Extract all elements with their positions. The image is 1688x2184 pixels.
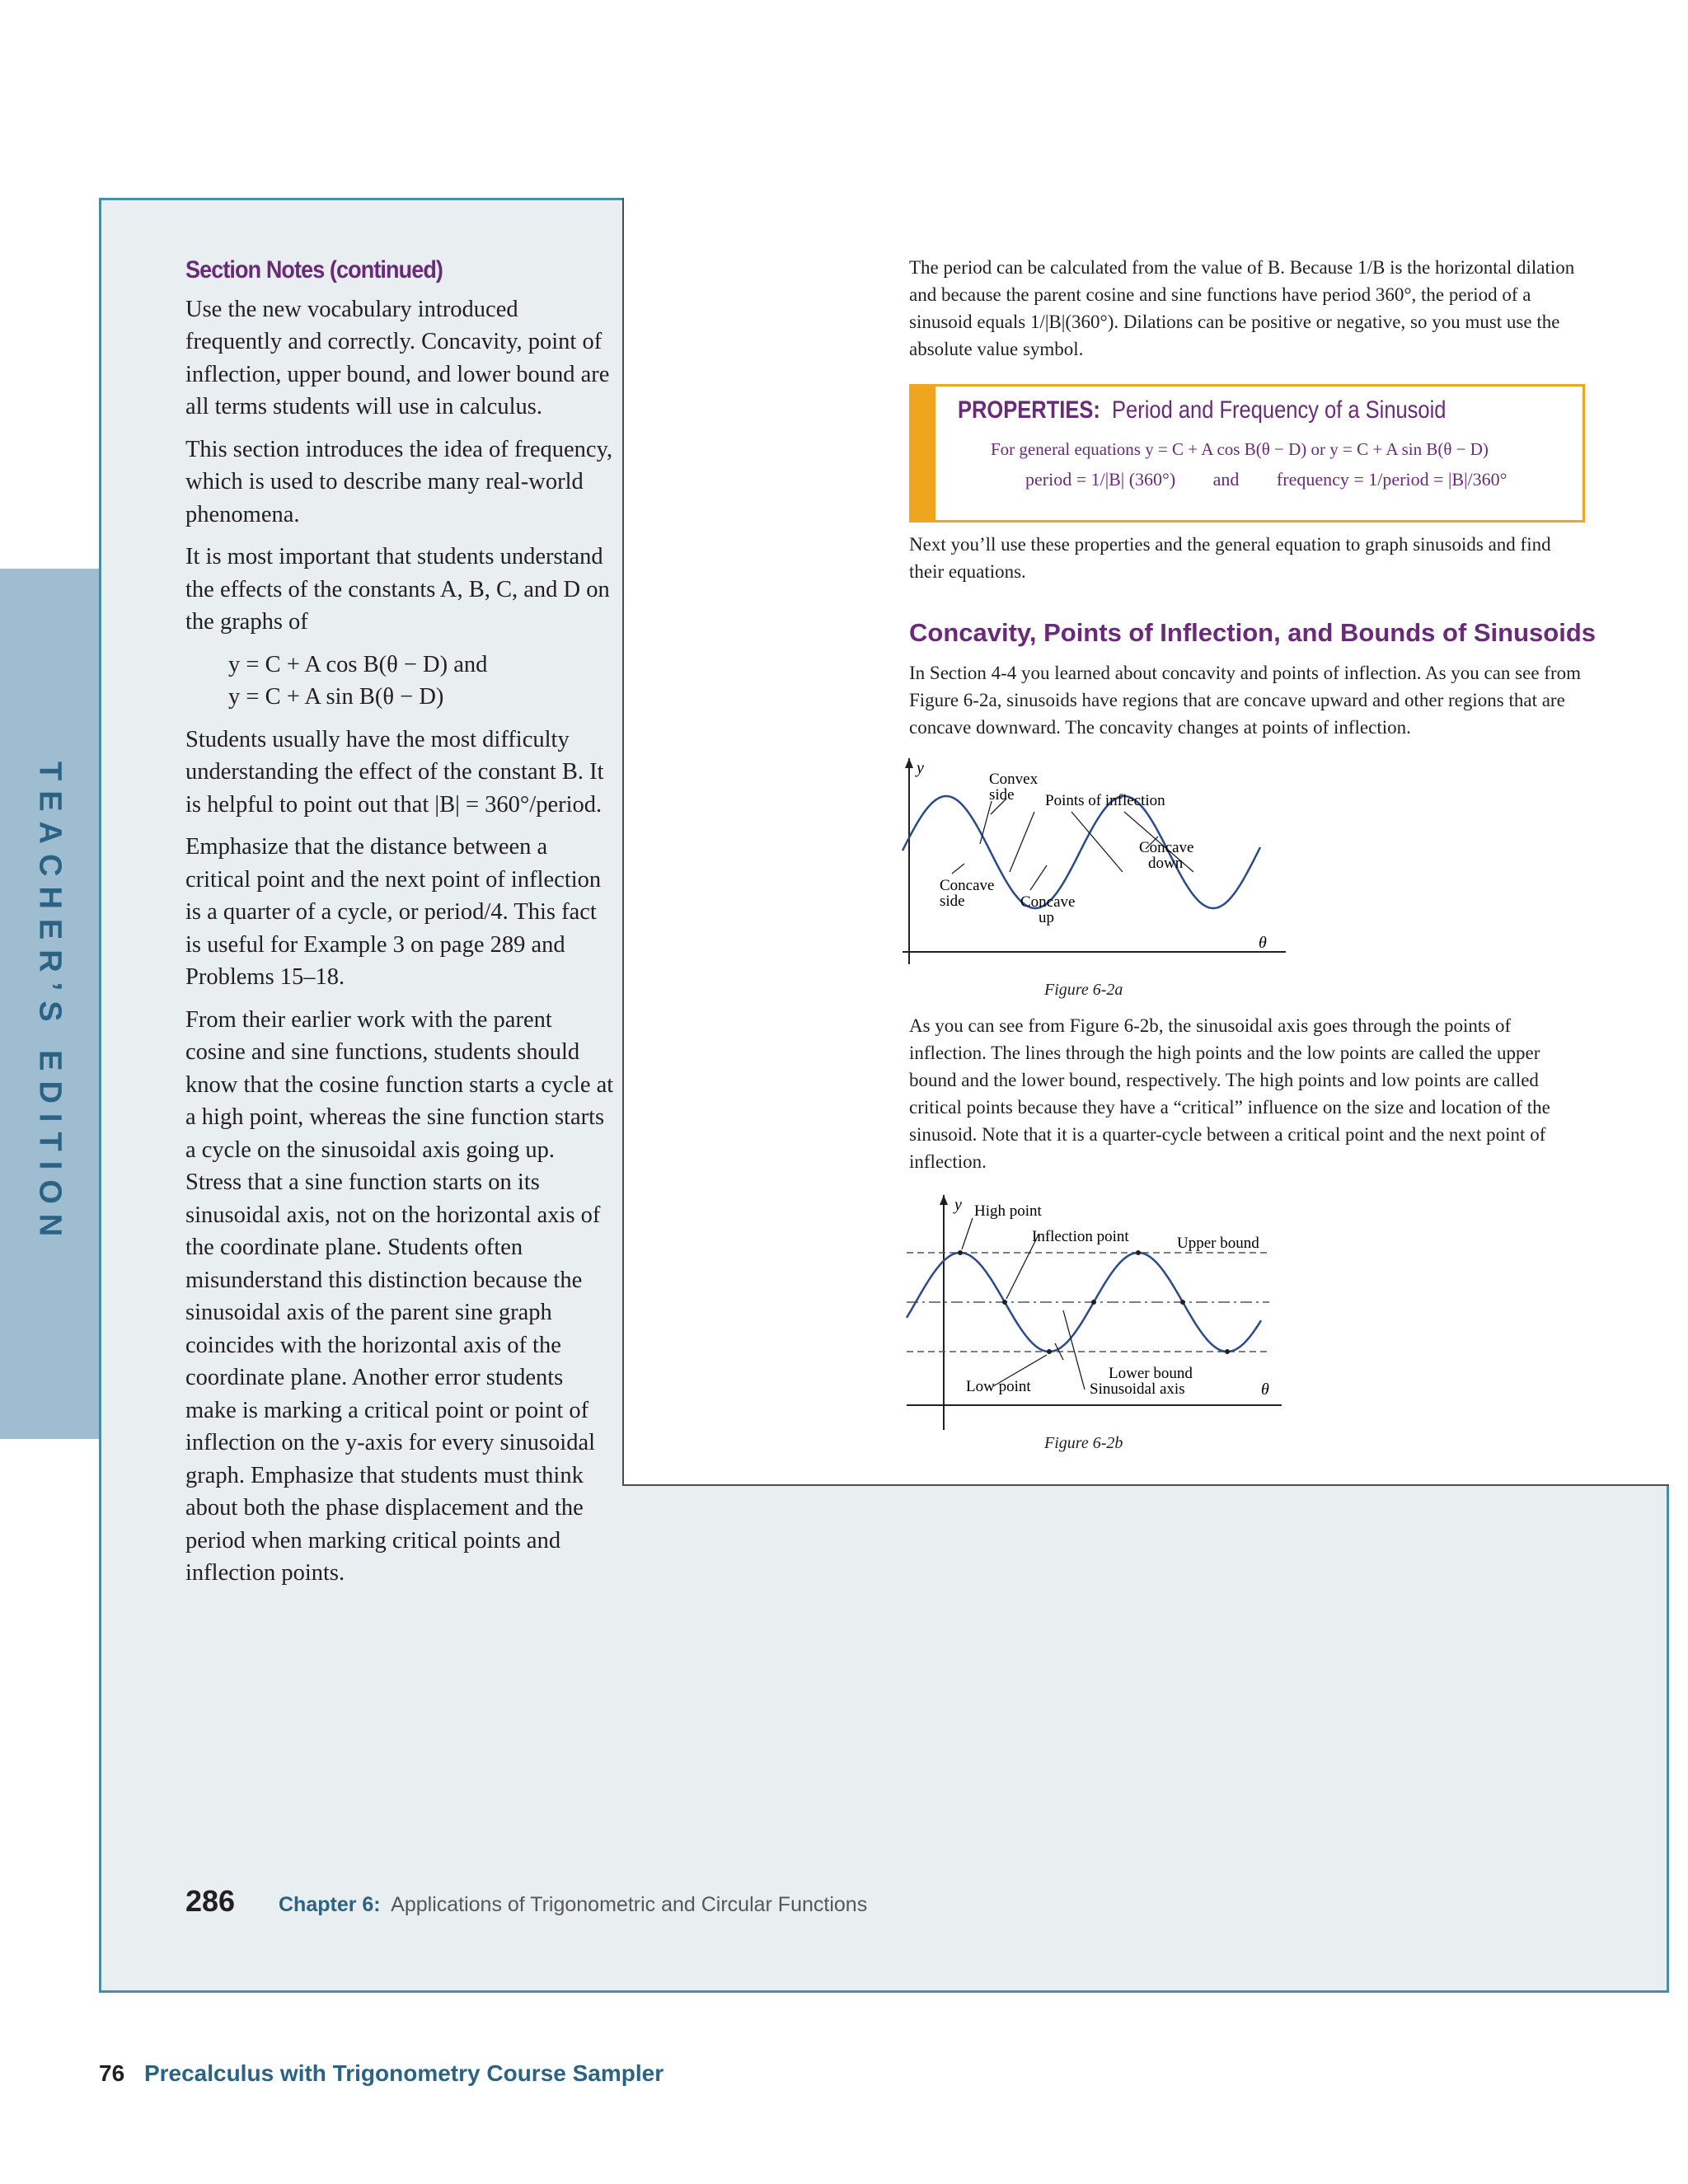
notes-equation-1: y = C + A cos B(θ − D) and (228, 651, 488, 677)
convex-side-label-2: side (989, 786, 1015, 804)
properties-box (909, 384, 1585, 523)
section-heading: Concavity, Points of Inflection, and Bounds of Sinusoids (909, 618, 1597, 647)
inflection-point-label: Inflection point (1032, 1228, 1129, 1245)
sampler-page-number: 76 (99, 2060, 125, 2086)
concave-down-label-2: down (1148, 855, 1184, 872)
convex-side-label: Convex (989, 771, 1039, 788)
sinusoidal-axis-label: Sinusoidal axis (1090, 1380, 1185, 1398)
theta-label: θ (1261, 1380, 1269, 1399)
y-axis-arrow-icon (905, 758, 913, 768)
concave-side-label: Concave (940, 877, 995, 894)
figure-6-2a (898, 758, 1294, 964)
concave-side-label-2: side (940, 893, 965, 910)
notes-heading: Section Notes (continued) (185, 256, 443, 284)
properties-formulas: period = 1/|B| (360°) and frequency = 1/period = |B|/360° (1025, 469, 1507, 490)
y-label: y (954, 1196, 962, 1214)
notes-paragraph-4: Students usually have the most difficulty understanding the effect of the constant B. It is helpful to point out that |B| = 360°/period. (185, 726, 604, 818)
notes-paragraph-6: From their earlier work with the parent cosine and sine functions, students should know that the cosine function starts a cycle at a high point, whereas the sine function starts a cycle on the sinusoidal axis going up. Stress that a sine function starts on its sinusoidal axis, not on the horizontal axis of the coordinate plane. Students often misunderstand this distinction because the sinusoidal axis of the parent sine graph coincides with the horizontal axis of the coordinate plane. Another error students make is marking a critical point or point of inflection on the y-axis for every sinusoidal graph. Emphasize that students must think about both the phase displacement and the period when marking critical points and inflection points. (185, 1006, 614, 1586)
side-tab-label: TEACHER’S EDITION (32, 761, 68, 1247)
section-notes (185, 254, 614, 1600)
notes-paragraph-2: This section introduces the idea of frequency, which is used to describe many real-world phenomena. (185, 436, 613, 527)
high-point-label: High point (974, 1202, 1042, 1220)
theta-label: θ (1259, 934, 1267, 952)
concave-down-label: Concave (1139, 839, 1194, 856)
properties-general: For general equations y = C + A cos B(θ − D) or y = C + A sin B(θ − D) (991, 439, 1489, 459)
upper-bound-label: Upper bound (1177, 1235, 1259, 1252)
notes-paragraph-5: Emphasize that the distance between a critical point and the next point of inflection is a quarter of a cycle, or period/4. This fact is useful for Example 3 on page 289 and Problems 15–18. (185, 834, 602, 990)
figure-6-2b (898, 1195, 1302, 1438)
chapter-label: Chapter 6: Applications of Trigonometric and Circular Functions (279, 1893, 868, 1916)
figure-6-2b-caption: Figure 6-2b (1044, 1434, 1123, 1452)
section-paragraph-1: In Section 4-4 you learned about concavity and points of inflection. As you can see from Figure 6-2a, sinusoids have regions that are concave upward and other regions that are concave downward. The concavity changes at points of inflection. (909, 663, 1582, 738)
sampler-title: Precalculus with Trigonometry Course Sampler (143, 2060, 664, 2086)
figure-6-2a-caption: Figure 6-2a (1044, 981, 1123, 999)
notes-paragraph-1: Use the new vocabulary introduced frequently and correctly. Concavity, point of inflection, upper bound, and lower bound are all terms students will use in calculus. (185, 296, 610, 419)
notes-equation-2: y = C + A sin B(θ − D) (228, 684, 444, 710)
properties-title: PROPERTIES: Period and Frequency of a Sinusoid (958, 396, 1447, 424)
y-axis-arrow-icon (940, 1195, 948, 1205)
lower-bound-label: Lower bound (1109, 1365, 1193, 1382)
y-label: y (917, 759, 924, 777)
section-paragraph-2: As you can see from Figure 6-2b, the sinusoidal axis goes through the points of inflection. The lines through the high points and the low points are called the upper bound and the lower bound, respectively. The high points and low points are called critical points because they have a “critical” influence on the size and location of the sinusoid. Note that it is a quarter-cycle between a critical point and the next point of inflection. (909, 1015, 1550, 1172)
next-paragraph: Next you’ll use these properties and the general equation to graph sinusoids and find their equations. (909, 534, 1551, 582)
properties-bar (912, 387, 935, 520)
sampler-footer (99, 2060, 663, 2087)
points-of-inflection-label: Points of inflection (1045, 792, 1165, 809)
inner-page-number: 286 (185, 1884, 236, 1918)
intro-paragraph: The period can be calculated from the value of B. Because 1/B is the horizontal dilation and because the parent cosine and sine functions have period 360°, the period of a sinusoid equals 1/|B|(360°). Dilations can be positive or negative, so you must use the absolute value symbol. (909, 257, 1575, 359)
concave-up-label-2: up (1039, 909, 1054, 926)
low-point-label: Low point (966, 1378, 1031, 1395)
notes-paragraph-3: It is most important that students understand the effects of the constants A, B, C, and D on the graphs of (185, 544, 610, 635)
concave-up-label: Concave (1020, 893, 1076, 911)
